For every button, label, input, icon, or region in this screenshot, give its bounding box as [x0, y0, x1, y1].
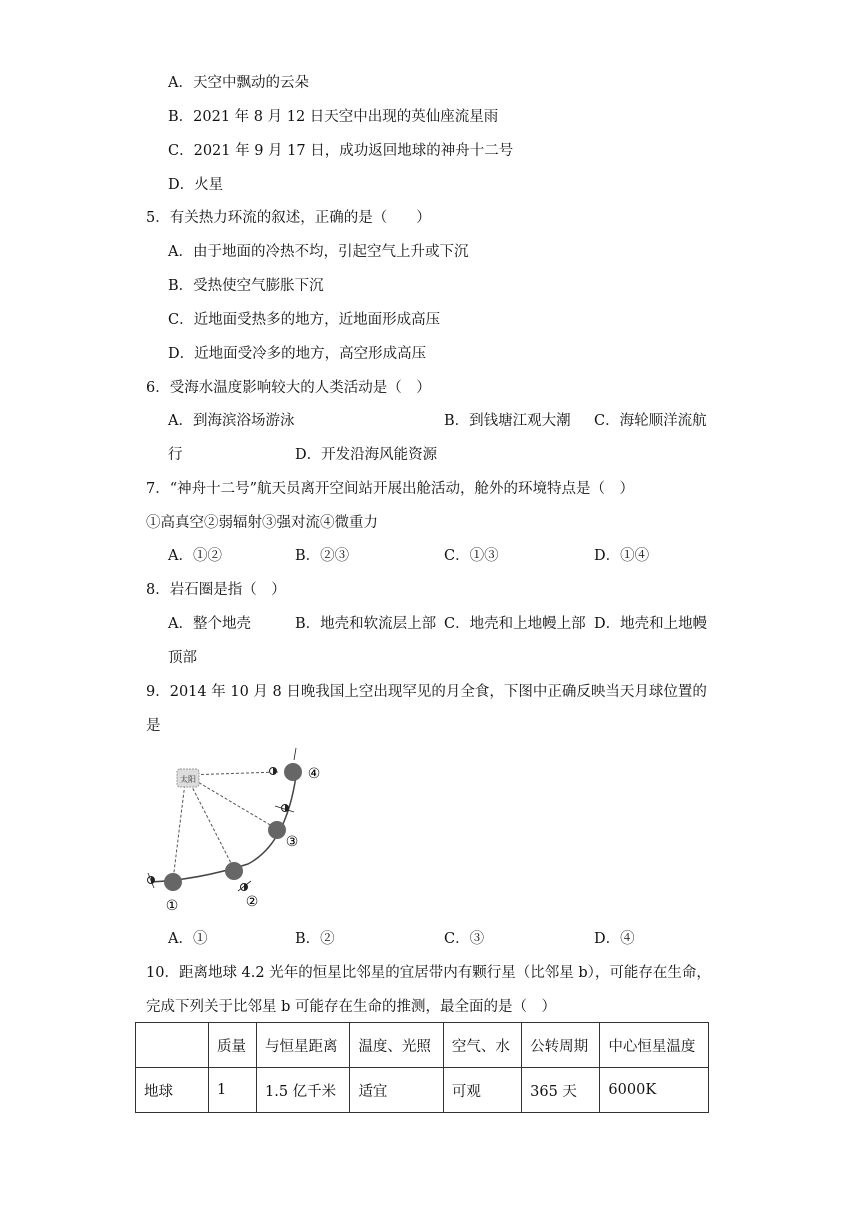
- table-header-cell: 中心恒星温度: [600, 1023, 709, 1068]
- q8-option-d-wrap: 顶部: [168, 650, 197, 666]
- position-2-marker: [225, 862, 258, 910]
- table-cell: 365 天: [522, 1068, 600, 1113]
- position-2-label: ②: [245, 894, 259, 910]
- table-cell: 1: [209, 1068, 257, 1113]
- q7-option-a: A．①②: [168, 548, 222, 564]
- q6-option-c: C．海轮顺洋流航: [594, 413, 707, 429]
- position-1-label: ①: [165, 898, 179, 912]
- q7-option-d: D．①④: [594, 548, 650, 564]
- q6-option-c-wrap: 行: [168, 447, 183, 463]
- table-header-cell: 空气、水: [443, 1023, 521, 1068]
- q9-option-c: C．③: [444, 931, 485, 947]
- q5-option-c: C．近地面受热多的地方，近地面形成高压: [168, 312, 441, 328]
- q5-option-b: B．受热使空气膨胀下沉: [168, 278, 324, 294]
- q4-option-a: A．天空中飘动的云朵: [168, 75, 309, 91]
- q8-option-c: C．地壳和上地幔上部: [444, 616, 586, 632]
- q5-option-d: D．近地面受冷多的地方，高空形成高压: [168, 346, 427, 362]
- q7-option-b: B．②③: [295, 548, 350, 564]
- table-cell: 1.5 亿千米: [257, 1068, 350, 1113]
- q7-statements: ①高真空②弱辐射③强对流④微重力: [146, 515, 378, 531]
- q7-option-c: C．①③: [444, 548, 499, 564]
- q9-stem: 9．2014 年 10 月 8 日晚我国上空出现罕见的月全食，下图中正确反映当天月球位置的: [146, 684, 707, 700]
- table-header-cell: [136, 1023, 209, 1068]
- q4-option-d: D．火星: [168, 177, 224, 193]
- q10-stem: 10．距离地球 4.2 光年的恒星比邻星的宜居带内有颗行星（比邻星 b），可能存在生命，: [146, 965, 711, 981]
- table-header-cell: 质量: [209, 1023, 257, 1068]
- q9-stem-wrap: 是: [146, 718, 161, 734]
- q4-option-b: B．2021 年 8 月 12 日天空中出现的英仙座流星雨: [168, 109, 499, 125]
- table-cell: 可观: [443, 1068, 521, 1113]
- table-header-row: [136, 1023, 709, 1068]
- table-header-cell: 与恒星距离: [257, 1023, 350, 1068]
- q8-option-d: D．地壳和上地幔: [594, 616, 708, 632]
- q6-option-b: B．到钱塘江观大潮: [444, 413, 571, 429]
- q9-option-a: A．①: [168, 931, 208, 947]
- q6-stem: 6．受海水温度影响较大的人类活动是（ ）: [146, 380, 431, 396]
- q4-option-c: C．2021 年 9 月 17 日，成功返回地球的神舟十二号: [168, 143, 514, 159]
- planet-comparison-table: [135, 1022, 709, 1113]
- q5-option-a: A．由于地面的冷热不均，引起空气上升或下沉: [168, 244, 469, 260]
- table-header-cell: 公转周期: [522, 1023, 600, 1068]
- position-3-label: ③: [285, 834, 299, 850]
- q5-stem: 5．有关热力环流的叙述，正确的是（ ）: [146, 210, 431, 226]
- table-header-cell: 温度、光照: [350, 1023, 443, 1068]
- q8-option-b: B．地壳和软流层上部: [295, 616, 437, 632]
- position-4-label: ④: [307, 766, 321, 782]
- q8-stem: 8．岩石圈是指（ ）: [146, 582, 286, 598]
- q10-stem-wrap: 完成下列关于比邻星 b 可能存在生命的推测，最全面的是（ ）: [146, 999, 556, 1015]
- q6-option-a: A．到海滨浴场游泳: [168, 413, 295, 429]
- position-1-marker: [148, 873, 183, 912]
- q6-option-d: D．开发沿海风能资源: [295, 447, 438, 463]
- table-cell: 适宜: [350, 1068, 443, 1113]
- table-cell: 6000K: [600, 1068, 709, 1113]
- q9-option-b: B．②: [295, 931, 335, 947]
- table-row: [136, 1068, 709, 1113]
- table-cell: 地球: [136, 1068, 209, 1113]
- moon-orbit-figure: [138, 740, 338, 912]
- sun-icon: [177, 769, 199, 787]
- q7-stem: 7．“神舟十二号”航天员离开空间站开展出舱活动，舱外的环境特点是（ ）: [146, 481, 635, 497]
- position-4-marker: [270, 748, 321, 782]
- q9-option-d: D．④: [594, 931, 635, 947]
- sun-label: 太阳: [180, 775, 196, 784]
- q8-option-a: A．整个地壳: [168, 616, 251, 632]
